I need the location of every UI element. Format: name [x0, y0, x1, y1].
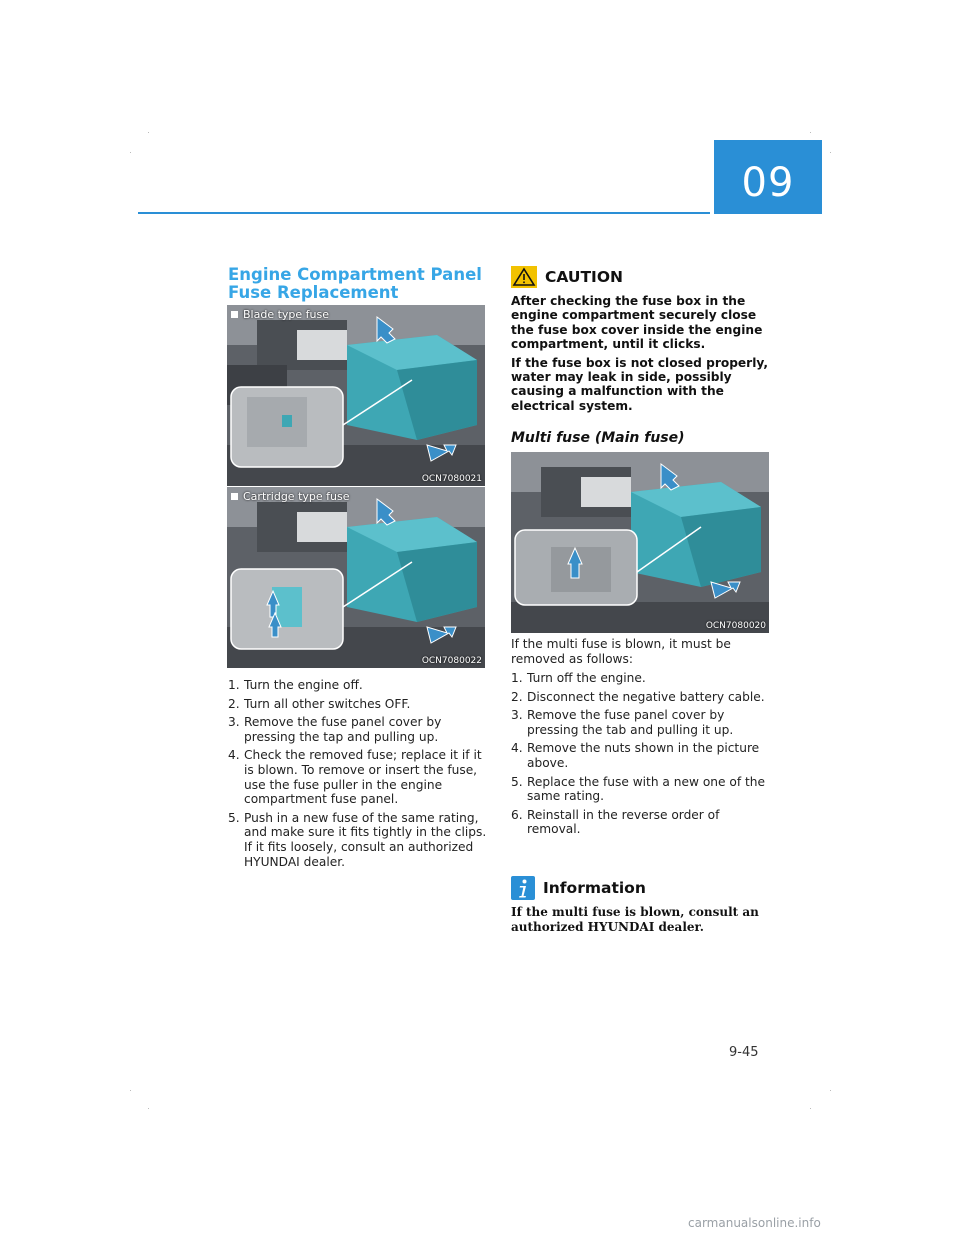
multi-fuse-title: Multi fuse (Main fuse) — [511, 430, 685, 446]
page-number: 9-45 — [729, 1045, 759, 1060]
multi-fuse-intro: If the multi fuse is blown, it must be removed as follows: — [511, 637, 731, 666]
multi-fuse-steps — [511, 671, 773, 841]
chapter-number: 09 — [741, 160, 795, 206]
list-item: 1. Turn off the engine. — [511, 671, 646, 685]
engine-bay-illustration — [227, 487, 485, 668]
information-title: Information — [543, 879, 646, 897]
information-heading — [511, 876, 646, 900]
info-icon — [511, 876, 535, 900]
list-item: 3. Remove the fuse panel cover by pressing the tap and pulling up. — [228, 715, 442, 744]
list-item: 5. Push in a new fuse of the same rating, and make sure it fits tightly in the clips. If it fits loosely, consult an authorized HYUNDAI dealer. — [228, 810, 487, 869]
figure-blade-fuse — [227, 305, 485, 486]
figure-code: OCN7080022 — [421, 656, 482, 666]
figure-code: OCN7080020 — [705, 621, 766, 631]
caution-body — [511, 294, 773, 417]
information-body: If the multi fuse is blown, consult an authorized HYUNDAI dealer. — [511, 905, 759, 934]
list-item: 4. Check the removed fuse; replace it if it is blown. To remove or insert the fuse, use the fuse puller in the engine compartment fuse panel. — [228, 748, 482, 807]
caution-paragraph: After checking the fuse box in the engine compartment securely close the fuse box cover inside the engine compartment, until it clicks. — [511, 294, 763, 352]
list-item: 5. Replace the fuse with a new one of the same rating. — [511, 774, 766, 804]
list-item: 6. Reinstall in the reverse order of removal. — [511, 807, 720, 837]
list-item: 2. Turn all other switches OFF. — [228, 696, 411, 711]
watermark: carmanualsonline.info — [688, 1216, 821, 1230]
list-item: 1. Turn the engine off. — [228, 678, 363, 692]
figure-multi-fuse — [511, 452, 769, 633]
list-item: 3. Remove the fuse panel cover by pressing the tab and pulling it up. — [511, 708, 734, 737]
caution-heading — [511, 266, 623, 288]
chapter-number-box — [714, 140, 822, 214]
caution-paragraph: If the fuse box is not closed properly, water may leak in side, possibly causing a malfunction with the electrical system. — [511, 355, 769, 413]
warning-triangle-icon — [511, 266, 537, 288]
replacement-steps — [228, 678, 490, 873]
engine-bay-illustration — [511, 452, 769, 633]
list-item: 2. Disconnect the negative battery cable. — [511, 689, 765, 704]
figure-caption: Blade type fuse — [231, 308, 329, 321]
figure-code: OCN7080021 — [421, 474, 482, 484]
figure-caption: Cartridge type fuse — [231, 490, 349, 503]
engine-bay-illustration — [227, 305, 485, 486]
caution-title: CAUTION — [545, 268, 623, 286]
list-item: 4. Remove the nuts shown in the picture above. — [511, 741, 760, 770]
section-title: Engine Compartment Panel Fuse Replacement — [228, 265, 482, 302]
figure-cartridge-fuse — [227, 487, 485, 668]
header-rule — [138, 212, 710, 214]
